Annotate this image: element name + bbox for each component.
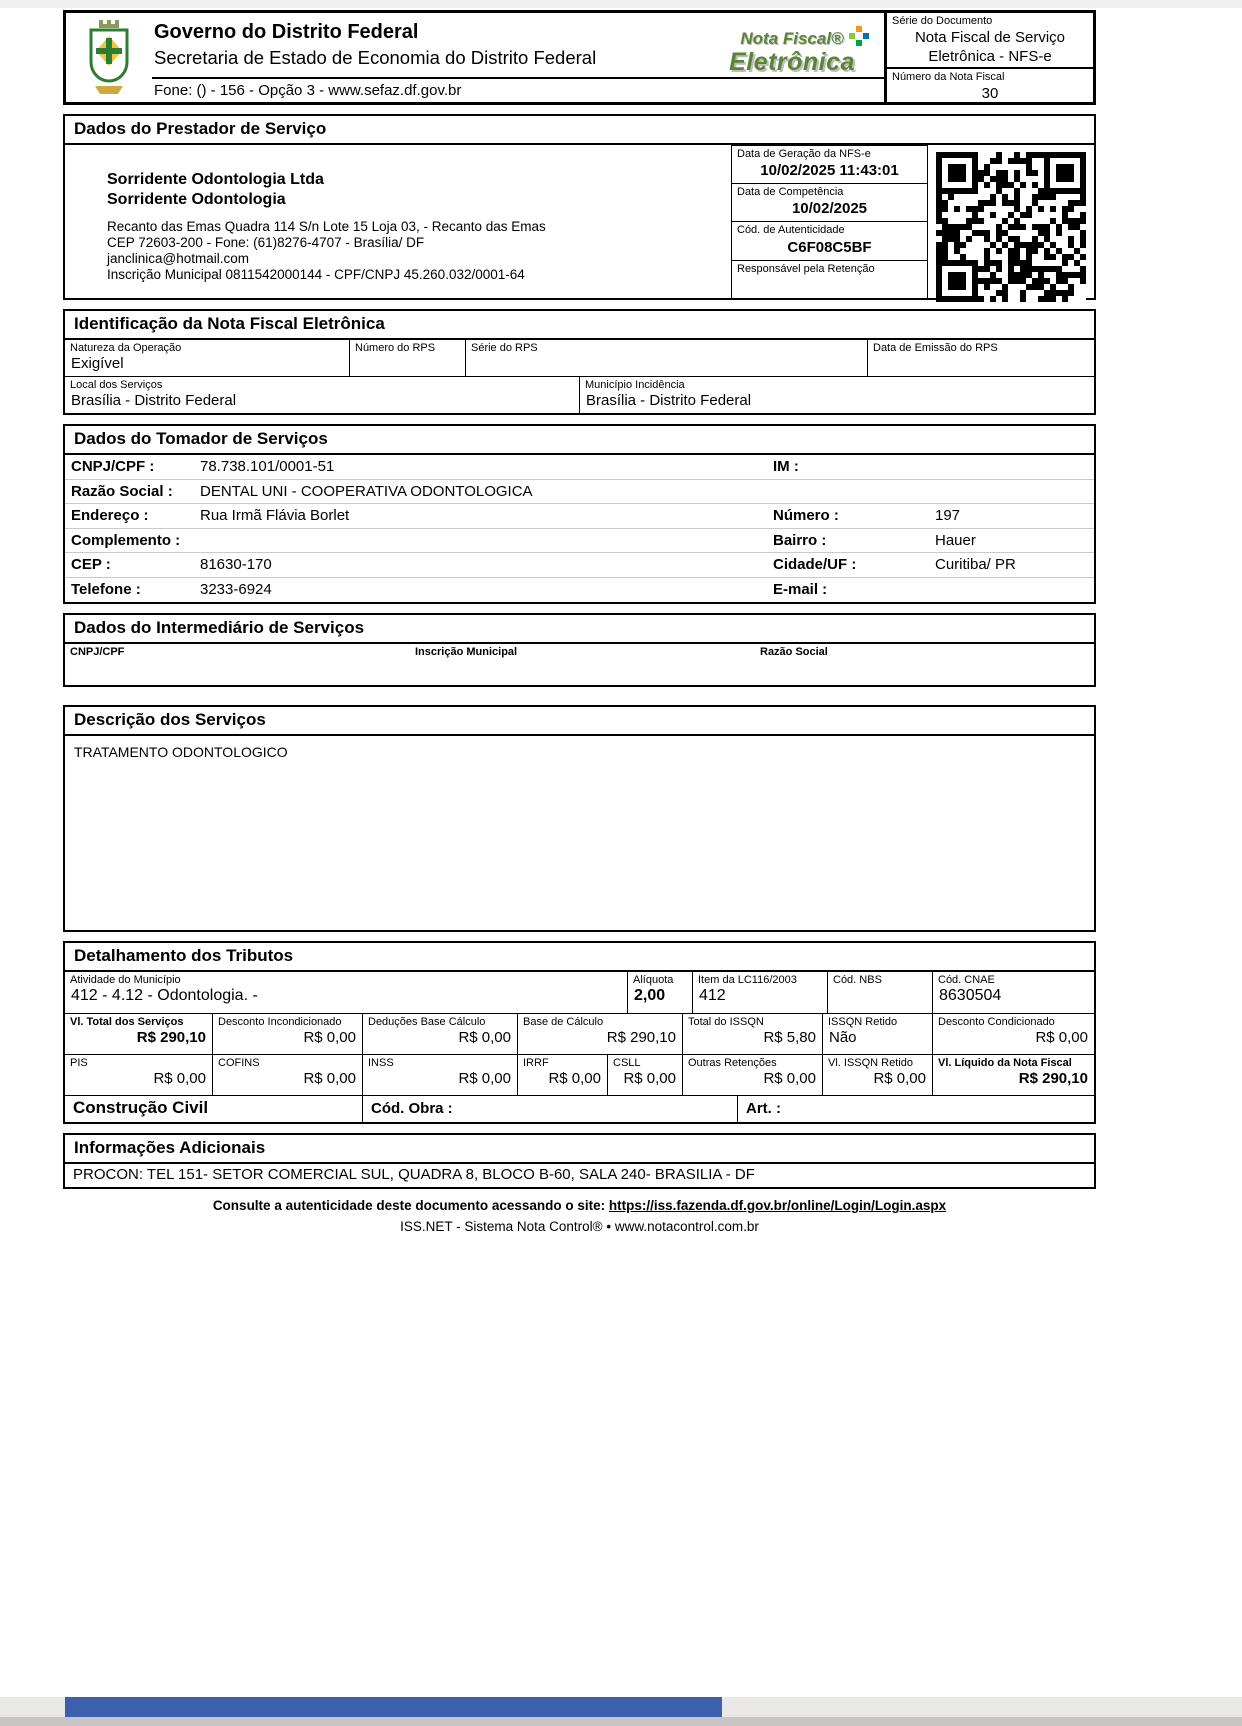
cell-serie-rps — [465, 340, 867, 376]
cell-data-emissao-rps — [867, 340, 1094, 376]
section-title-identificacao: Identificação da Nota Fiscal Eletrônica — [63, 309, 1096, 340]
data-geracao-label: Data de Geração da NFS-e — [737, 148, 871, 160]
razao-value: DENTAL UNI - COOPERATIVA ODONTOLOGICA — [200, 482, 533, 500]
identificacao-row-1 — [65, 340, 1094, 376]
scan-bottom-strip — [0, 1697, 1242, 1726]
data-competencia-value: 10/02/2025 — [791, 200, 868, 218]
nfe-logo-pixel-icon — [856, 26, 862, 32]
section-title-descricao: Descrição dos Serviços — [63, 705, 1096, 736]
im-label: IM : — [773, 458, 799, 476]
tomador-row-cep — [65, 553, 1094, 578]
issqn-retido-label: ISSQN Retido — [828, 1016, 898, 1028]
bairro-value: Hauer — [935, 531, 976, 549]
cidade-uf-label: Cidade/UF : — [773, 556, 857, 574]
prestador-address-line1: Recanto das Emas Quadra 114 S/n Lote 15 Loja 03, - Recanto das Emas — [107, 219, 546, 234]
vl-liquido-value: R$ 290,10 — [1018, 1070, 1088, 1088]
tributos-row-construcao — [65, 1095, 1094, 1122]
tributos-row-valores — [65, 1013, 1094, 1054]
irrf-value: R$ 0,00 — [548, 1070, 601, 1088]
cell-irrf — [517, 1055, 607, 1095]
gov-subtitle: Secretaria de Estado de Economia do Distrito Federal — [154, 47, 597, 68]
endereco-label: Endereço : — [71, 507, 149, 525]
tributos-row-retencoes — [65, 1054, 1094, 1095]
authenticity-line — [63, 1198, 1096, 1213]
item-lc-label: Item da LC116/2003 — [698, 974, 797, 986]
invoice-number-value: 30 — [981, 85, 999, 102]
series-label: Série do Documento — [892, 15, 993, 27]
cell-csll — [607, 1055, 682, 1095]
cnpj-value: 78.738.101/0001-51 — [200, 458, 335, 476]
base-calculo-label: Base de Cálculo — [523, 1016, 604, 1028]
intermediario-inscricao-label: Inscrição Municipal — [415, 646, 518, 658]
local-servicos-label: Local dos Serviços — [70, 379, 163, 391]
cofins-label: COFINS — [218, 1057, 260, 1069]
responsavel-retencao-label: Responsável pela Retenção — [737, 262, 875, 275]
section-title-tomador: Dados do Tomador de Serviços — [63, 424, 1096, 455]
cod-nbs-label: Cód. NBS — [833, 974, 882, 986]
prestador-inscricao: Inscrição Municipal 0811542000144 - CPF/CNPJ 45.260.032/0001-64 — [107, 267, 525, 282]
atividade-label: Atividade do Município — [70, 974, 181, 986]
document-series-box — [884, 13, 1093, 102]
cell-item-lc — [692, 972, 827, 1013]
cell-responsavel-retencao — [731, 260, 928, 299]
telefone-label: Telefone : — [71, 581, 141, 599]
nfe-logo-pixel-icon — [863, 33, 869, 39]
nfe-logo-pixel-icon — [849, 33, 855, 39]
intermediario-cnpj-label: CNPJ/CPF — [70, 646, 125, 658]
tomador-row-complemento — [65, 529, 1094, 554]
inss-label: INSS — [368, 1057, 394, 1069]
pis-value: R$ 0,00 — [153, 1070, 206, 1088]
scan-top-strip — [0, 0, 1242, 8]
nfe-logo-line1: Nota Fiscal® — [740, 29, 844, 48]
section-title-tributos: Detalhamento dos Tributos — [63, 941, 1096, 972]
data-emissao-rps-label: Data de Emissão do RPS — [873, 342, 998, 354]
data-competencia-label: Data de Competência — [737, 186, 844, 199]
section-intermediario — [63, 642, 1096, 687]
local-servicos-value: Brasília - Distrito Federal — [71, 392, 237, 410]
municipio-incidencia-label: Município Incidência — [585, 379, 685, 391]
cell-issqn-retido — [822, 1014, 932, 1054]
section-descricao — [63, 734, 1096, 932]
numero-value: 197 — [935, 507, 961, 525]
prestador-meta-cells — [731, 145, 928, 298]
aliquota-label: Alíquota — [633, 974, 674, 986]
prestador-address-line2: CEP 72603-200 - Fone: (61)8276-4707 - Brasília/ DF — [107, 235, 425, 250]
section-prestador — [63, 143, 1096, 300]
cell-base-calculo — [517, 1014, 682, 1054]
desconto-cond-value: R$ 0,00 — [1035, 1029, 1088, 1047]
tomador-row-telefone — [65, 578, 1094, 603]
cell-natureza-operacao — [65, 340, 349, 376]
footer-blue-bar — [65, 1697, 722, 1717]
cell-municipio-incidencia — [579, 377, 1094, 413]
aliquota-value: 2,00 — [634, 987, 666, 1005]
cidade-uf-value: Curitiba/ PR — [935, 556, 1016, 574]
cell-vl-liquido — [932, 1055, 1094, 1095]
cell-cofins — [212, 1055, 362, 1095]
tomador-row-endereco — [65, 504, 1094, 529]
section-title-intermediario: Dados do Intermediário de Serviços — [63, 613, 1096, 644]
cell-cod-nbs — [827, 972, 932, 1013]
qr-area — [928, 145, 1094, 298]
section-tomador — [63, 453, 1096, 604]
document-header — [63, 10, 1096, 105]
data-geracao-value: 10/02/2025 11:43:01 — [760, 162, 899, 180]
serie-rps-label: Série do RPS — [471, 342, 538, 354]
section-title-informacoes: Informações Adicionais — [63, 1133, 1096, 1164]
telefone-value: 3233-6924 — [200, 581, 272, 599]
tributos-row-atividade — [65, 972, 1094, 1013]
issnet-line: ISS.NET - Sistema Nota Control® • www.notacontrol.com.br — [400, 1219, 759, 1234]
bairro-label: Bairro : — [773, 531, 827, 549]
vl-total-value: R$ 290,10 — [136, 1029, 206, 1047]
section-title-prestador: Dados do Prestador de Serviço — [63, 114, 1096, 145]
section-identificacao — [63, 338, 1096, 415]
base-calculo-value: R$ 290,10 — [606, 1029, 676, 1047]
deducoes-label: Deduções Base Cálculo — [368, 1016, 486, 1028]
desconto-incond-label: Desconto Incondicionado — [218, 1016, 342, 1028]
cod-autenticidade-value: C6F08C5BF — [787, 238, 872, 256]
cell-intermediario-cnpj — [65, 644, 410, 685]
cell-atividade-municipio — [65, 972, 627, 1013]
inss-value: R$ 0,00 — [458, 1070, 511, 1088]
art-label: Art. : — [737, 1096, 1094, 1122]
cod-cnae-label: Cód. CNAE — [938, 974, 995, 986]
scan-bottom-edge — [0, 1717, 1242, 1726]
pis-label: PIS — [70, 1057, 88, 1069]
vl-issqn-retido-label: Vl. ISSQN Retido — [828, 1057, 913, 1069]
cell-cod-cnae — [932, 972, 1094, 1013]
prestador-trade-name: Sorridente Odontologia — [107, 191, 286, 208]
nfe-logo-pixel-icon — [856, 40, 862, 46]
invoice-number-label: Número da Nota Fiscal — [892, 70, 1005, 83]
invoice-number-section — [887, 69, 1093, 102]
cod-obra-label: Cód. Obra : — [362, 1096, 737, 1122]
numero-label: Número : — [773, 507, 839, 525]
header-middle — [152, 13, 884, 102]
cell-aliquota — [627, 972, 692, 1013]
cell-deducoes-base — [362, 1014, 517, 1054]
cep-value: 81630-170 — [200, 556, 272, 574]
cell-pis — [65, 1055, 212, 1095]
cell-intermediario-razao — [755, 644, 1094, 685]
cell-inss — [362, 1055, 517, 1095]
authenticity-prefix: Consulte a autenticidade deste documento acessando o site: — [212, 1198, 609, 1213]
cell-data-geracao — [731, 145, 928, 184]
series-value: Nota Fiscal de Serviço Eletrônica - NFS-e — [914, 29, 1066, 65]
cell-desconto-condicionado — [932, 1014, 1094, 1054]
qr-code — [936, 152, 1086, 302]
cofins-value: R$ 0,00 — [303, 1070, 356, 1088]
intermediario-razao-label: Razão Social — [760, 646, 828, 658]
cell-vl-issqn-retido — [822, 1055, 932, 1095]
email-label: E-mail : — [773, 581, 828, 599]
total-issqn-label: Total do ISSQN — [688, 1016, 764, 1028]
natureza-value: Exigível — [71, 355, 124, 373]
cell-total-issqn — [682, 1014, 822, 1054]
vl-total-label: Vl. Total dos Serviços — [70, 1016, 184, 1028]
outras-retencoes-label: Outras Retenções — [688, 1057, 777, 1069]
vl-liquido-label: Vl. Líquido da Nota Fiscal — [938, 1057, 1072, 1069]
descricao-servicos-text: TRATAMENTO ODONTOLOGICO — [74, 744, 288, 760]
invoice-content — [63, 10, 1096, 1234]
desconto-incond-value: R$ 0,00 — [303, 1029, 356, 1047]
authenticity-link[interactable]: https://iss.fazenda.df.gov.br/online/Login/Login.aspx — [608, 1198, 947, 1213]
natureza-label: Natureza da Operação — [70, 342, 182, 354]
atividade-value: 412 - 4.12 - Odontologia. - — [71, 987, 258, 1005]
csll-label: CSLL — [613, 1057, 641, 1069]
tomador-row-razao — [65, 480, 1094, 505]
cod-autenticidade-label: Cód. de Autenticidade — [737, 224, 845, 237]
section-tributos — [63, 970, 1096, 1124]
municipio-incidencia-value: Brasília - Distrito Federal — [586, 392, 752, 410]
cell-outras-retencoes — [682, 1055, 822, 1095]
issqn-retido-value: Não — [829, 1029, 857, 1047]
razao-label: Razão Social : — [71, 482, 173, 500]
cell-data-competencia — [731, 183, 928, 222]
prestador-info — [65, 145, 731, 298]
series-section — [887, 13, 1093, 69]
complemento-label: Complemento : — [71, 531, 181, 549]
tomador-row-cnpj — [65, 455, 1094, 480]
vl-issqn-retido-value: R$ 0,00 — [873, 1070, 926, 1088]
gov-title: Governo do Distrito Federal — [154, 21, 419, 43]
desconto-cond-label: Desconto Condicionado — [938, 1016, 1055, 1028]
total-issqn-value: R$ 5,80 — [763, 1029, 816, 1047]
responsavel-retencao-empty — [732, 276, 927, 298]
item-lc-value: 412 — [699, 987, 726, 1005]
outras-retencoes-value: R$ 0,00 — [763, 1070, 816, 1088]
cell-vl-total-servicos — [65, 1014, 212, 1054]
gov-phone-line: Fone: () - 156 - Opção 3 - www.sefaz.df.gov.br — [152, 77, 884, 102]
section-informacoes — [63, 1162, 1096, 1189]
deducoes-value: R$ 0,00 — [458, 1029, 511, 1047]
cod-cnae-value: 8630504 — [939, 987, 1002, 1005]
numero-rps-label: Número do RPS — [355, 342, 436, 354]
cell-cod-autenticidade — [731, 221, 928, 260]
nfe-logo — [716, 30, 868, 75]
cell-intermediario-inscricao — [410, 644, 755, 685]
identificacao-row-2 — [65, 376, 1094, 413]
cep-label: CEP : — [71, 556, 111, 574]
cell-numero-rps — [349, 340, 465, 376]
construcao-civil-label: Construção Civil — [73, 1098, 209, 1117]
prestador-company-name: Sorridente Odontologia Ltda — [107, 171, 324, 188]
prestador-email: janclinica@hotmail.com — [107, 251, 250, 266]
df-coat-of-arms-icon — [66, 13, 152, 102]
cell-desconto-incondicionado — [212, 1014, 362, 1054]
nfe-logo-line2: Eletrônica — [729, 48, 855, 76]
cnpj-label: CNPJ/CPF : — [71, 458, 155, 476]
csll-value: R$ 0,00 — [623, 1070, 676, 1088]
cell-local-servicos — [65, 377, 579, 413]
informacoes-text: PROCON: TEL 151- SETOR COMERCIAL SUL, QUADRA 8, BLOCO B-60, SALA 240- BRASILIA - DF — [73, 1166, 755, 1183]
irrf-label: IRRF — [523, 1057, 549, 1069]
endereco-value: Rua Irmã Flávia Borlet — [200, 507, 350, 525]
